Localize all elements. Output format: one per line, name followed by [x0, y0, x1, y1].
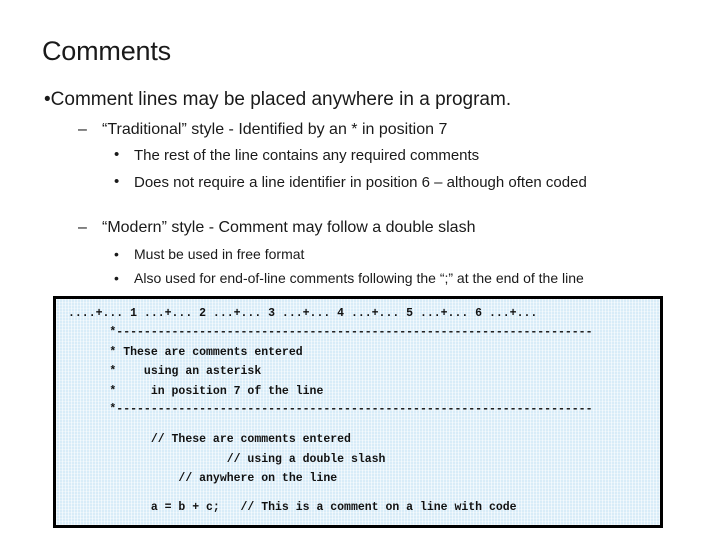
slide-title: Comments — [42, 36, 171, 66]
dash-marker: – — [78, 219, 87, 236]
bullet-text: “Traditional” style - Identified by an * in position 7 — [102, 121, 448, 138]
bullet-text: “Modern” style - Comment may follow a double slash — [102, 219, 476, 236]
code-sample — [56, 299, 593, 514]
code-sample-box — [53, 296, 663, 528]
code-line: *--------------------------------------------------------------------- — [68, 326, 593, 339]
bullet-marker: • — [114, 246, 119, 262]
code-line: a = b + c; // This is a comment on a line with code — [68, 501, 517, 514]
code-line: // using a double slash — [68, 453, 386, 466]
bullet-marker: • — [114, 173, 120, 190]
ruler-line: ....+... 1 ...+... 2 ...+... 3 ...+... 4 ...+... 5 ...+... 6 ...+... — [68, 307, 538, 320]
code-line: * in position 7 of the line — [68, 385, 324, 398]
code-line: // These are comments entered — [68, 433, 351, 446]
code-line: * These are comments entered — [68, 346, 303, 359]
dash-marker: – — [78, 121, 87, 138]
bullet-marker: • — [114, 146, 120, 163]
code-line: *--------------------------------------------------------------------- — [68, 403, 593, 416]
code-line: // anywhere on the line — [68, 472, 338, 485]
bullet-text: Also used for end-of-line comments following the “;” at the end of the line — [134, 270, 584, 286]
bullet-comment-lines: •Comment lines may be placed anywhere in a program. — [44, 89, 512, 110]
bullet-text: Does not require a line identifier in position 6 – although often coded — [134, 174, 587, 191]
bullet-text: The rest of the line contains any required comments — [134, 147, 480, 164]
bullet-marker: • — [114, 270, 119, 286]
bullet-text: Must be used in free format — [134, 246, 305, 262]
code-line: * using an asterisk — [68, 365, 262, 378]
